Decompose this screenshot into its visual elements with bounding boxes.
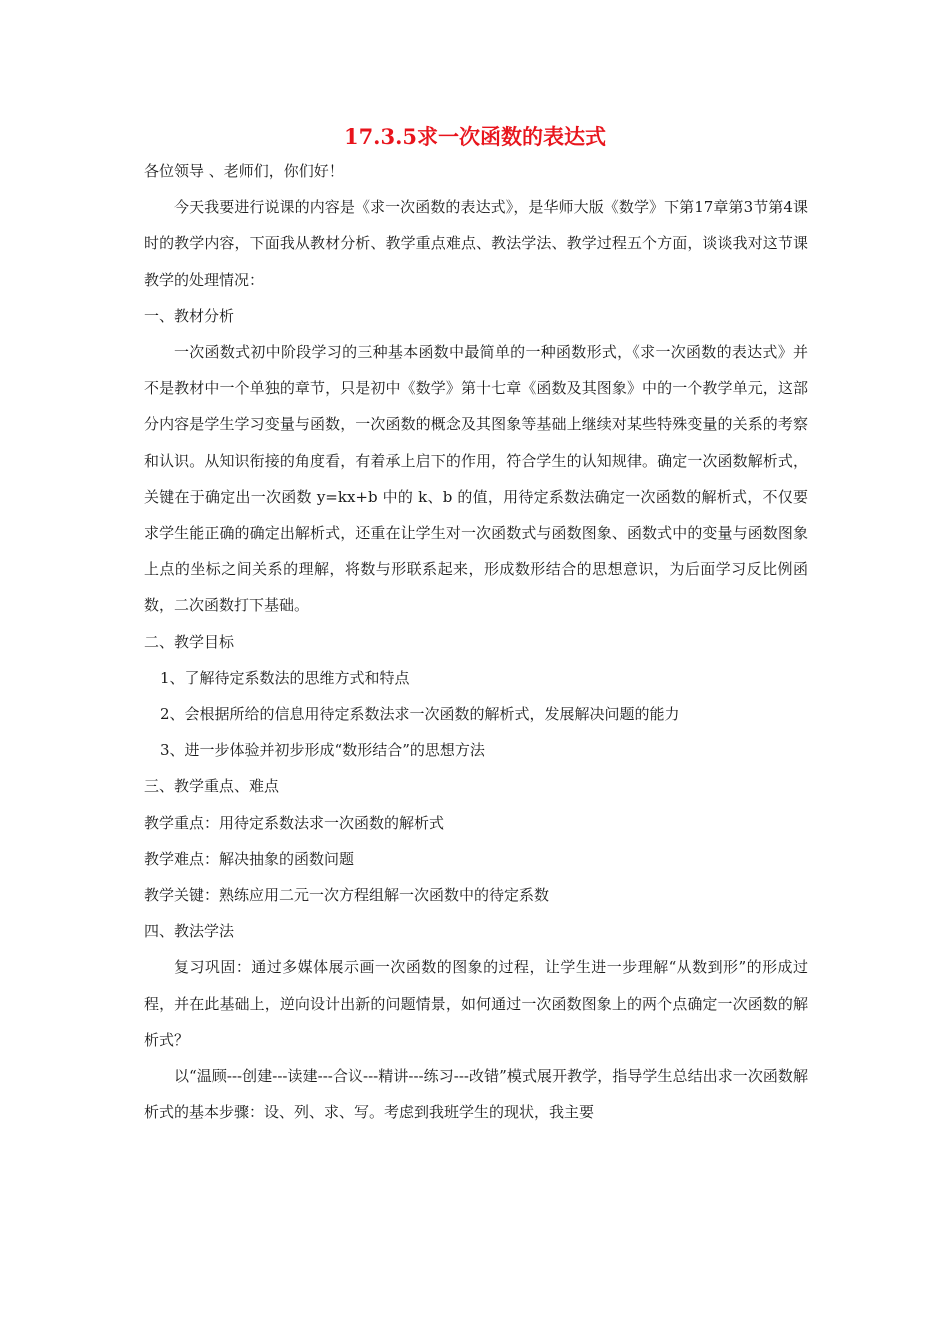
goal-item-3: 3、进一步体验并初步形成“数形结合”的思想方法 — [160, 741, 485, 760]
section-heading-goals: 二、教学目标 — [144, 632, 235, 651]
key-point: 教学重点：用待定系数法求一次函数的解析式 — [144, 813, 445, 832]
goal-item-1: 1、了解待定系数法的思维方式和特点 — [160, 668, 410, 687]
section-heading-focus: 三、教学重点、难点 — [144, 777, 280, 796]
crux: 教学关键：熟练应用二元一次方程组解一次函数中的待定系数 — [144, 886, 550, 905]
difficulty: 教学难点：解决抽象的函数问题 — [144, 849, 355, 868]
methods-paragraph-2: 以“温顾---创建---读建---合议---精讲---练习---改错”模式展开教学，指导学生总结出求一次函数解析式的基本步骤：设、列、求、写。考虑到我班学生的现状，我主要 — [144, 1067, 808, 1122]
greeting: 各位领导 、老师们，你们好！ — [144, 162, 344, 180]
goal-item-2: 2、会根据所给的信息用待定系数法求一次函数的解析式，发展解决问题的能力 — [160, 705, 680, 724]
intro-paragraph: 今天我要进行说课的内容是《求一次函数的表达式》，是华师大版《数学》下第17章第3节第4课时的教学内容，下面我从教材分析、教学重点难点、教法学法、教学过程五个方面，谈谈我对这节课教学的处理情况： — [144, 198, 808, 289]
section-heading-analysis: 一、教材分析 — [144, 306, 235, 325]
methods-paragraph-1: 复习巩固：通过多媒体展示画一次函数的图象的过程，让学生进一步理解“从数到形”的形成过程，并在此基础上，逆向设计出新的问题情景，如何通过一次函数图象上的两个点确定一次函数的解析式？ — [144, 958, 808, 1049]
section-heading-methods: 四、教法学法 — [144, 922, 235, 941]
analysis-paragraph: 一次函数式初中阶段学习的三种基本函数中最简单的一种函数形式，《求一次函数的表达式》并不是教材中一个单独的章节，只是初中《数学》第十七章《函数及其图象》中的一个教学单元，这部分内容是学生学习变量与函数，一次函数的概念及其图象等基础上继续对某些特殊变量的关系的考察和认识。从知识衔接的角度看，有着承上启下的作用，符合学生的认知规律。确定一次函数解析式，关键在于确定出一次函数 y=kx+b 中的 k、b 的值，用待定系数法确定一次函数的解析式，不仅要求学生能正确的确定出解析式，还重在让学生对一次函数式与函数图象、函数式中的变量与函数图象上点的坐标之间关系的理解，将数与形联系起来，形成数形结合的思想意识，为后面学习反比例函数，二次函数打下基础。 — [144, 343, 808, 615]
document-title: 17.3.5求一次函数的表达式 — [343, 124, 607, 149]
document-body — [144, 153, 808, 1130]
